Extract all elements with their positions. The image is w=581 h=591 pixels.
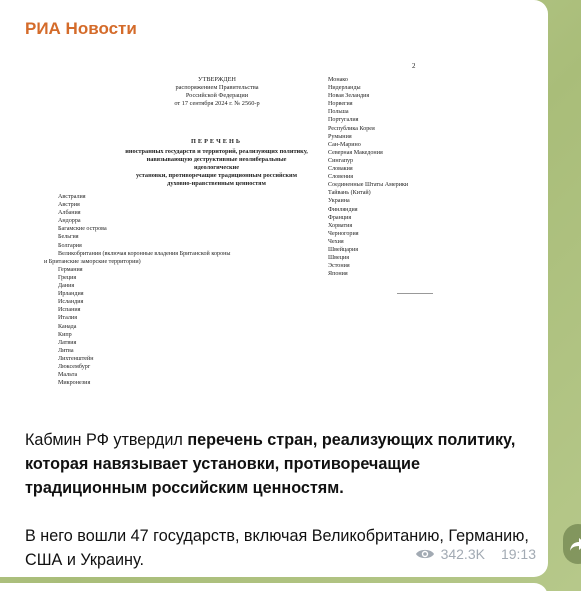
country-list-right — [328, 76, 518, 278]
country-item: Италия — [58, 315, 78, 322]
subtitle-line: духовно-нравственным ценностям — [167, 180, 266, 187]
country-item: Андорра — [58, 218, 81, 225]
country-item: Соединенные Штаты Америки — [328, 182, 409, 189]
country-item: Багамские острова — [58, 226, 107, 233]
country-item: Словения — [328, 174, 354, 181]
country-item: Микронезия — [58, 380, 91, 387]
country-item: Франция — [328, 214, 352, 221]
subtitle-line: установки, противоречащие традиционным российским — [136, 172, 297, 179]
document-title — [124, 138, 309, 188]
country-item: Украина — [328, 198, 350, 205]
country-item: Швеция — [328, 255, 350, 262]
message-text-bold: перечень стран, реализующих политику, которая навязывает установки, противоречащие традиционным российским ценностям. — [25, 431, 516, 497]
country-item: Великобритания (включая коронные владения Британской короны — [58, 250, 231, 257]
country-item: Республика Корея — [328, 125, 375, 132]
country-item: Португалия — [328, 117, 359, 124]
message-time: 19:13 — [500, 546, 536, 562]
country-item: Люксембург — [58, 363, 91, 370]
approval-line: Российской Федерации — [185, 92, 249, 99]
country-item: Сингапур — [328, 157, 354, 164]
country-item: Бельгия — [58, 234, 79, 241]
message-text-plain: Кабмин РФ утвердил — [25, 431, 188, 449]
country-item: Канада — [58, 323, 77, 330]
country-item: Румыния — [328, 133, 352, 140]
country-item: Кипр — [58, 331, 72, 338]
approval-block — [142, 76, 292, 108]
country-list-left — [44, 193, 298, 387]
country-item: Тайвань (Китай) — [328, 190, 371, 197]
country-item: Швейцария — [328, 246, 359, 253]
country-item: Эстония — [328, 263, 350, 270]
country-item: Албания — [58, 210, 81, 217]
signature-divider — [397, 293, 433, 294]
country-item: Греция — [58, 274, 77, 281]
country-item: Чехия — [328, 238, 344, 245]
country-item: Германия — [58, 266, 83, 273]
country-item: Мальта — [58, 372, 78, 379]
country-item: Болгария — [58, 242, 82, 249]
eye-icon — [415, 547, 435, 561]
message-meta — [415, 546, 536, 562]
message-paragraph-2: В него вошли 47 государств, включая Великобританию, Германию, США и Украину. — [25, 527, 529, 569]
country-item: Литва — [58, 347, 74, 354]
channel-name[interactable]: РИА Новости — [25, 19, 137, 38]
country-item: Польша — [328, 109, 349, 116]
approval-line: УТВЕРЖДЕН — [198, 76, 236, 83]
country-item: Испания — [58, 307, 81, 314]
page-number: 2 — [412, 62, 416, 70]
country-item: Новая Зеландия — [328, 93, 370, 100]
country-item: Норвегия — [328, 101, 353, 108]
approval-line: от 17 сентября 2024 г. № 2560-р — [174, 100, 260, 107]
country-item: Северная Македония — [328, 149, 383, 156]
country-item: Сан-Марино — [328, 141, 361, 148]
country-item: Австрия — [58, 202, 80, 209]
country-item: Ирландия — [58, 291, 84, 298]
country-item: Нидерланды — [328, 85, 361, 92]
country-item: Исландия — [58, 299, 84, 306]
country-item: Япония — [328, 271, 348, 278]
title-line: ПЕРЕЧЕНЬ — [190, 138, 243, 145]
country-item: Финляндия — [328, 206, 358, 213]
share-button[interactable] — [563, 524, 581, 564]
country-item: Дания — [58, 283, 75, 290]
country-item: Хорватия — [328, 222, 353, 229]
country-item: Латвия — [58, 339, 77, 346]
document-image[interactable] — [12, 50, 540, 405]
country-item: Словакия — [328, 166, 353, 173]
country-item: Монако — [328, 77, 348, 83]
country-item: Черногория — [328, 230, 359, 237]
country-item: и Британские заморские территории) — [44, 258, 141, 265]
approval-line: распоряжением Правительства — [175, 84, 259, 91]
subtitle-line: иностранных государств и территорий, реализующих политику, — [125, 148, 308, 155]
view-count: 342.3K — [440, 546, 485, 562]
country-item: Лихтенштейн — [58, 355, 94, 362]
message-paragraph-1 — [25, 428, 540, 500]
subtitle-line: навязывающую деструктивные неолиберальные идеологические — [146, 156, 287, 171]
next-message-bubble — [0, 583, 548, 591]
country-item: Австралия — [58, 194, 86, 200]
